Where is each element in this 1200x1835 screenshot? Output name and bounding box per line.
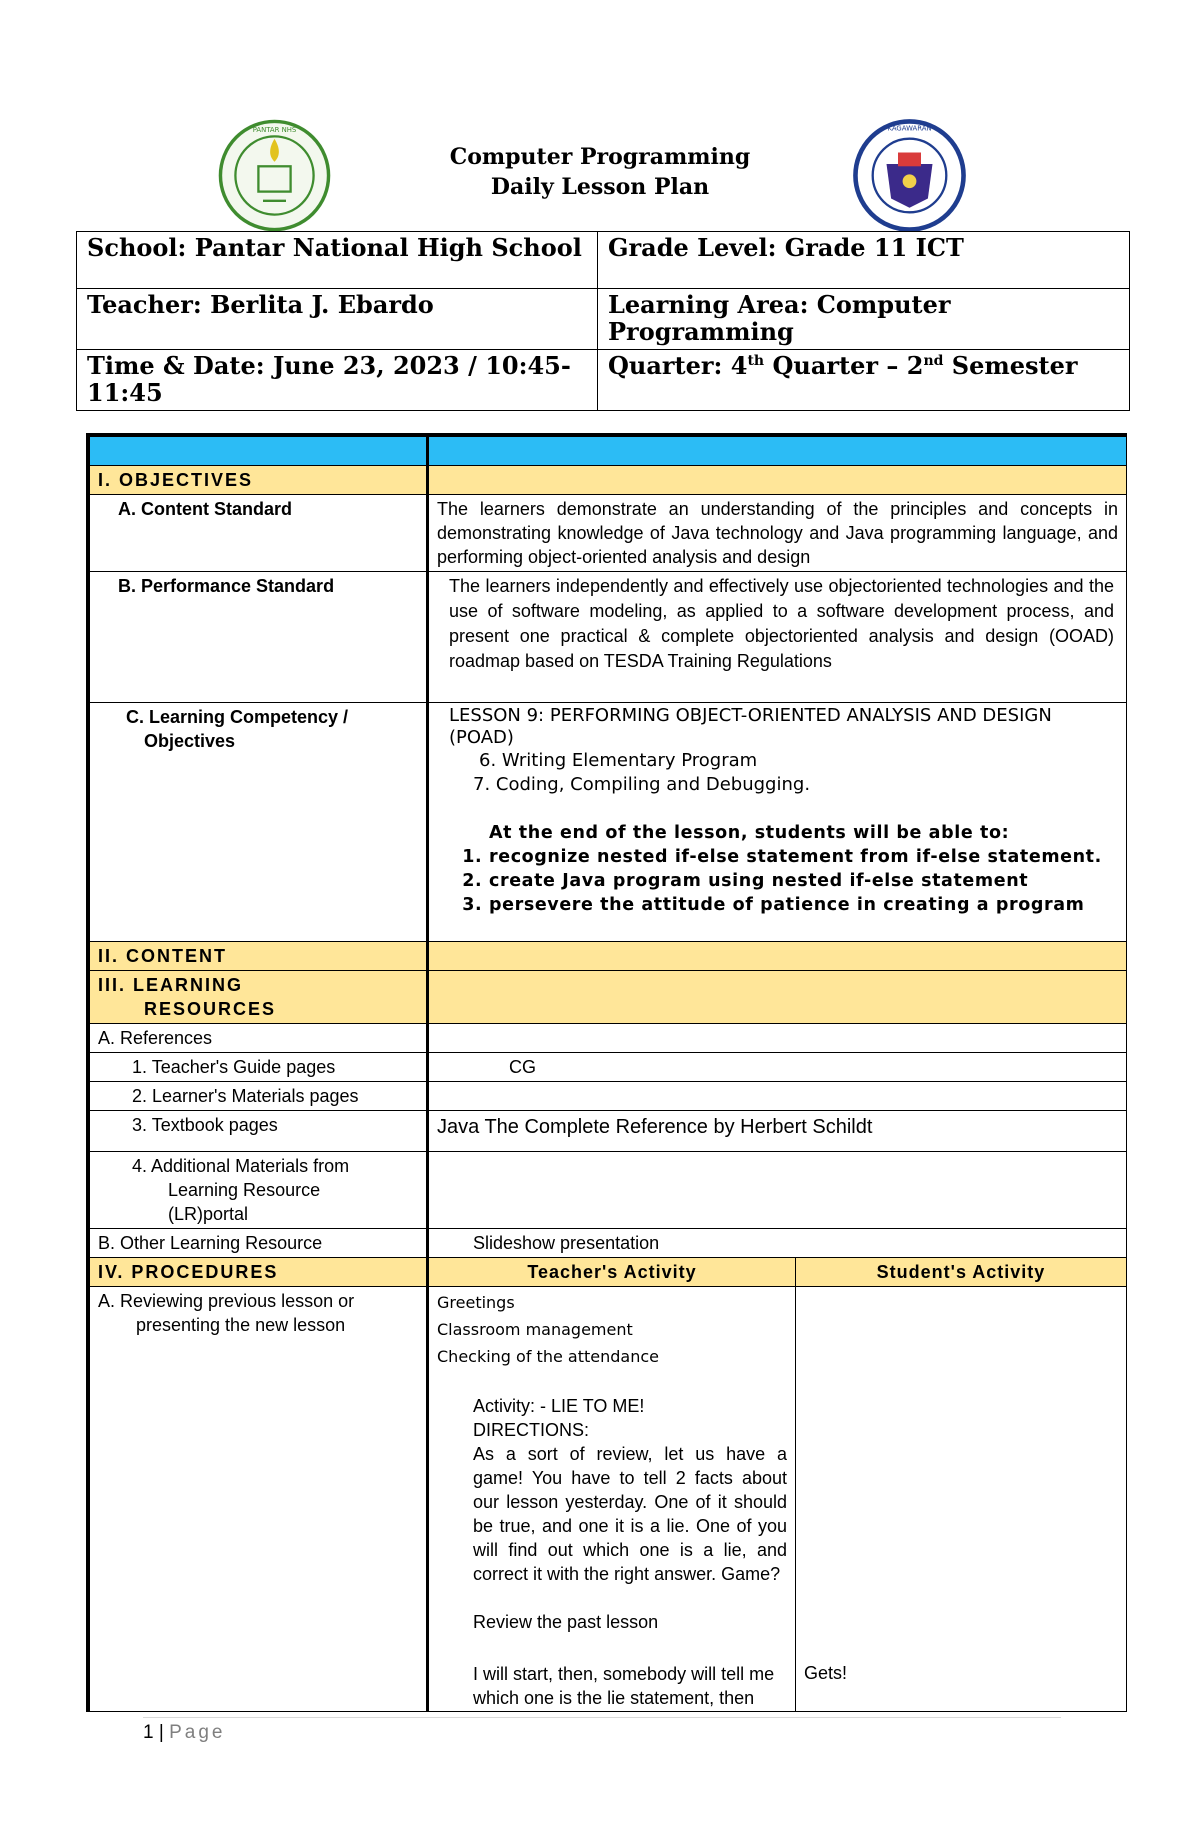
objectives-list: [449, 845, 1114, 917]
document-title: [380, 142, 820, 202]
teacher-cell: Teacher: Berlita J. Ebardo: [77, 289, 598, 350]
content-standard-row: [88, 495, 1127, 572]
learning-area-cell: Learning Area: Computer Programming: [598, 289, 1130, 350]
teachers-guide-value: CG: [428, 1053, 1127, 1082]
page-footer: [143, 1722, 225, 1744]
references-label: A. References: [88, 1024, 428, 1053]
footer-separator: |: [153, 1722, 170, 1743]
classroom-management-text: Classroom management: [437, 1320, 633, 1339]
objectives-intro: At the end of the lesson, students will be able to:: [489, 823, 1010, 843]
grade-level-cell: Grade Level: Grade 11 ICT: [598, 232, 1130, 289]
procedures-row: [88, 1258, 1127, 1287]
teachers-guide-label: 1. Teacher's Guide pages: [88, 1053, 428, 1082]
table-header-bar: [88, 435, 1127, 466]
learning-competency-content: [428, 703, 1127, 942]
other-resource-value: Slideshow presentation: [428, 1229, 1127, 1258]
lesson-title: LESSON 9: PERFORMING OBJECT-ORIENTED ANALYSIS AND DESIGN (POAD): [449, 705, 1052, 748]
list-item: 2. create Java program using nested if-else statement: [489, 869, 1114, 893]
school-seal-logo: [217, 118, 332, 233]
lesson-info-table: [76, 231, 1130, 411]
other-resource-row: [88, 1229, 1127, 1258]
content-row: [88, 942, 1127, 971]
page-label: Page: [169, 1722, 226, 1743]
procedures-heading: IV. PROCEDURES: [88, 1258, 428, 1287]
references-row: [88, 1024, 1127, 1053]
performance-standard-row: [88, 572, 1127, 703]
performance-standard-text: The learners independently and effectively use objectoriented technologies and the use of software modeling, as applied to a software development process, and present one practical & complete objectoriented analysis and design (OOAD) roadmap based on TESDA Training Regulations: [428, 572, 1127, 703]
review-text: Review the past lesson: [473, 1612, 659, 1632]
game-instructions: As a sort of review, let us have a game! You have to tell 2 facts about our lesson yesterday. One of it should be true, and one it is a lie. One of you will find out which one is a lie, and correct it with the right answer. Game?: [473, 1444, 787, 1584]
quarter-cell: Quarter: 4th Quarter – 2nd Semester: [598, 350, 1130, 411]
greetings-text: Greetings: [437, 1293, 515, 1312]
learning-resources-heading: III. LEARNING RESOURCES: [88, 971, 428, 1024]
textbook-label: 3. Textbook pages: [88, 1111, 428, 1152]
lesson-item-6: 6. Writing Elementary Program: [479, 750, 758, 771]
svg-text:PANTAR NHS: PANTAR NHS: [252, 125, 297, 134]
objectives-row: [88, 466, 1127, 495]
learners-materials-row: [88, 1082, 1127, 1111]
teachers-guide-row: [88, 1053, 1127, 1082]
teacher-activity-cell: [428, 1287, 796, 1712]
page-number: 1: [143, 1722, 154, 1743]
other-resource-label: B. Other Learning Resource: [88, 1229, 428, 1258]
content-heading: II. CONTENT: [88, 942, 428, 971]
performance-standard-label: B. Performance Standard: [88, 572, 428, 703]
student-response: Gets!: [804, 1663, 848, 1683]
objectives-heading: I. OBJECTIVES: [88, 466, 428, 495]
textbook-value: Java The Complete Reference by Herbert Schildt: [428, 1111, 1127, 1152]
teacher-activity-header: Teacher's Activity: [428, 1258, 796, 1287]
learning-competency-label: C. Learning Competency / Objectives: [88, 703, 428, 942]
lesson-plan-table: [86, 433, 1127, 1712]
procedure-a-row: [88, 1287, 1127, 1712]
attendance-text: Checking of the attendance: [437, 1347, 659, 1366]
additional-materials-label: 4. Additional Materials from Learning Resource (LR)portal: [88, 1152, 428, 1229]
list-item: 1. recognize nested if-else statement from if-else statement.: [489, 845, 1114, 869]
activity-title: Activity: - LIE TO ME!: [473, 1396, 645, 1416]
title-line-2: Daily Lesson Plan: [490, 174, 710, 200]
title-line-1: Computer Programming: [449, 144, 751, 170]
start-text: I will start, then, somebody will tell me which one is the lie statement, then: [473, 1664, 775, 1708]
list-item: 3. persevere the attitude of patience in creating a program: [489, 893, 1114, 917]
directions-label: DIRECTIONS:: [473, 1420, 590, 1440]
textbook-row: [88, 1111, 1127, 1152]
learning-competency-row: [88, 703, 1127, 942]
deped-seal-logo: [852, 118, 967, 233]
learning-resources-row: [88, 971, 1127, 1024]
student-activity-cell: [796, 1287, 1127, 1712]
school-cell: School: Pantar National High School: [77, 232, 598, 289]
additional-materials-row: [88, 1152, 1127, 1229]
learners-materials-label: 2. Learner's Materials pages: [88, 1082, 428, 1111]
content-standard-text: The learners demonstrate an understanding of the principles and concepts in demonstrating knowledge of Java technology and Java programming language, and performing object-oriented analysis and design: [428, 495, 1127, 572]
lesson-item-7: 7. Coding, Compiling and Debugging.: [473, 774, 811, 795]
time-date-cell: Time & Date: June 23, 2023 / 10:45-11:45: [77, 350, 598, 411]
content-standard-label: A. Content Standard: [88, 495, 428, 572]
svg-text:KAGAWARAN: KAGAWARAN: [887, 124, 932, 133]
footer-divider: [143, 1717, 1061, 1718]
student-activity-header: Student's Activity: [796, 1258, 1127, 1287]
procedure-a-label: A. Reviewing previous lesson or presenting the new lesson: [88, 1287, 428, 1712]
